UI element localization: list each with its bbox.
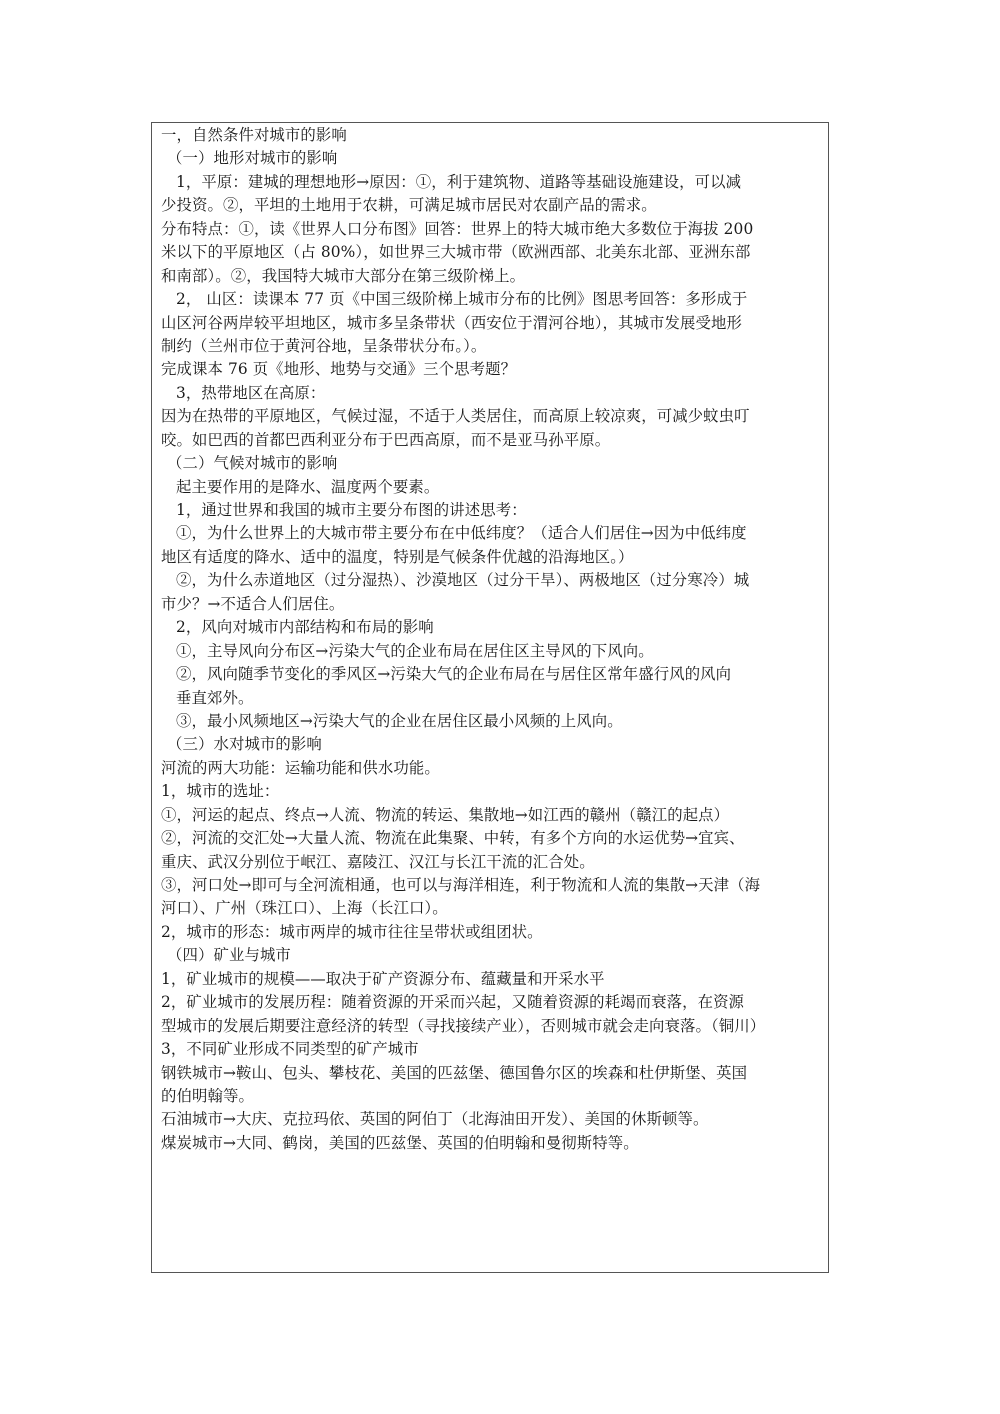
paragraph-line: 市少？→不适合人们居住。 bbox=[161, 594, 345, 613]
section-heading: （三）水对城市的影响 bbox=[167, 735, 322, 754]
paragraph-line: 3，热带地区在高原： bbox=[176, 383, 326, 402]
section-heading: （二）气候对城市的影响 bbox=[167, 454, 338, 473]
paragraph-line: 因为在热带的平原地区，气候过湿，不适于人类居住，而高原上较凉爽，可减少蚊虫叮 bbox=[161, 407, 750, 426]
paragraph-line: 型城市的发展后期要注意经济的转型（寻找接续产业），否则城市就会走向衰落。（铜川） bbox=[161, 1016, 766, 1035]
paragraph-line: 和南部）。②，我国特大城市大部分在第三级阶梯上。 bbox=[161, 266, 526, 285]
paragraph-line: 2，矿业城市的发展历程：随着资源的开采而兴起，又随着资源的耗竭而衰落，在资源 bbox=[161, 993, 745, 1012]
paragraph-line: 河流的两大功能：运输功能和供水功能。 bbox=[161, 758, 440, 777]
paragraph-line: 分布特点：①，读《世界人口分布图》回答：世界上的特大城市绝大多数位于海拔 200 bbox=[161, 219, 754, 238]
paragraph-line: ③，最小风频地区→污染大气的企业在居住区最小风频的上风向。 bbox=[176, 711, 623, 730]
paragraph-line: 1，矿业城市的规模——取决于矿产资源分布、蕴藏量和开采水平 bbox=[161, 969, 605, 988]
section-heading: （四）矿业与城市 bbox=[167, 946, 291, 965]
paragraph-line: ②，为什么赤道地区（过分湿热）、沙漠地区（过分干旱）、两极地区（过分寒冷）城 bbox=[176, 571, 750, 590]
paragraph-line: 地区有适度的降水、适中的温度，特别是气候条件优越的沿海地区。） bbox=[161, 547, 634, 566]
document-table-cell bbox=[151, 122, 829, 1273]
paragraph-line: 米以下的平原地区（占 80%），如世界三大城市带（欧洲西部、北美东北部、亚洲东部 bbox=[161, 243, 751, 262]
section-heading: （一）地形对城市的影响 bbox=[167, 149, 338, 168]
paragraph-line: 山区河谷两岸较平坦地区，城市多呈条带状（西安位于渭河谷地），其城市发展受地形 bbox=[161, 313, 742, 332]
paragraph-line: 少投资。②，平坦的土地用于农耕，可满足城市居民对农副产品的需求。 bbox=[161, 196, 657, 215]
paragraph-line: 3，不同矿业形成不同类型的矿产城市 bbox=[161, 1040, 419, 1059]
paragraph-line: 煤炭城市→大同、鹤岗，美国的匹兹堡、英国的伯明翰和曼彻斯特等。 bbox=[161, 1133, 639, 1152]
paragraph-line: 1，城市的选址： bbox=[161, 782, 280, 801]
paragraph-line: 制约（兰州市位于黄河谷地，呈条带状分布。）。 bbox=[161, 336, 487, 355]
paragraph-line: 起主要作用的是降水、温度两个要素。 bbox=[176, 477, 440, 496]
paragraph-line: 2， 山区：读课本 77 页《中国三级阶梯上城市分布的比例》图思考回答：多形成于 bbox=[176, 290, 748, 309]
paragraph-line: ①，主导风向分布区→污染大气的企业布局在居住区主导风的下风向。 bbox=[176, 641, 654, 660]
paragraph-line: 石油城市→大庆、克拉玛依、英国的阿伯丁（北海油田开发）、美国的休斯顿等。 bbox=[161, 1110, 709, 1129]
paragraph-line: 河口）、广州（珠江口）、上海（长江口）。 bbox=[161, 899, 448, 918]
main-heading: 一，自然条件对城市的影响 bbox=[161, 126, 347, 144]
paragraph-line: 垂直郊外。 bbox=[176, 688, 254, 707]
paragraph-line: 完成课本 76 页《地形、地势与交通》三个思考题？ bbox=[161, 360, 517, 379]
paragraph-line: ①，河运的起点、终点→人流、物流的转运、集散地→如江西的赣州（赣江的起点） bbox=[161, 805, 730, 824]
paragraph-line: 重庆、武汉分别位于岷江、嘉陵江、汉江与长江干流的汇合处。 bbox=[161, 852, 595, 871]
paragraph-line: 2，风向对城市内部结构和布局的影响 bbox=[176, 618, 434, 637]
paragraph-line: 1，通过世界和我国的城市主要分布图的讲述思考： bbox=[176, 501, 527, 519]
paragraph-line: ②，河流的交汇处→大量人流、物流在此集聚、中转，有多个方向的水运优势→宜宾、 bbox=[161, 829, 745, 848]
paragraph-line: ②，风向随季节变化的季风区→污染大气的企业布局在与居住区常年盛行风的风向 bbox=[176, 665, 732, 684]
paragraph-line: 咬。如巴西的首都巴西利亚分布于巴西高原，而不是亚马孙平原。 bbox=[161, 430, 611, 449]
paragraph-line: 1，平原：建城的理想地形→原因：①，利于建筑物、道路等基础设施建设，可以减 bbox=[176, 172, 742, 191]
paragraph-line: ③，河口处→即可与全河流相通，也可以与海洋相连，利于物流和人流的集散→天津（海 bbox=[161, 876, 761, 894]
paragraph-line: 钢铁城市→鞍山、包头、攀枝花、美国的匹兹堡、德国鲁尔区的埃森和杜伊斯堡、英国 bbox=[161, 1063, 748, 1082]
paragraph-line: ①，为什么世界上的大城市带主要分布在中低纬度？（适合人们居住→因为中低纬度 bbox=[176, 524, 747, 543]
paragraph-line: 2，城市的形态：城市两岸的城市往往呈带状或组团状。 bbox=[161, 922, 543, 941]
paragraph-line: 的伯明翰等。 bbox=[161, 1086, 254, 1105]
